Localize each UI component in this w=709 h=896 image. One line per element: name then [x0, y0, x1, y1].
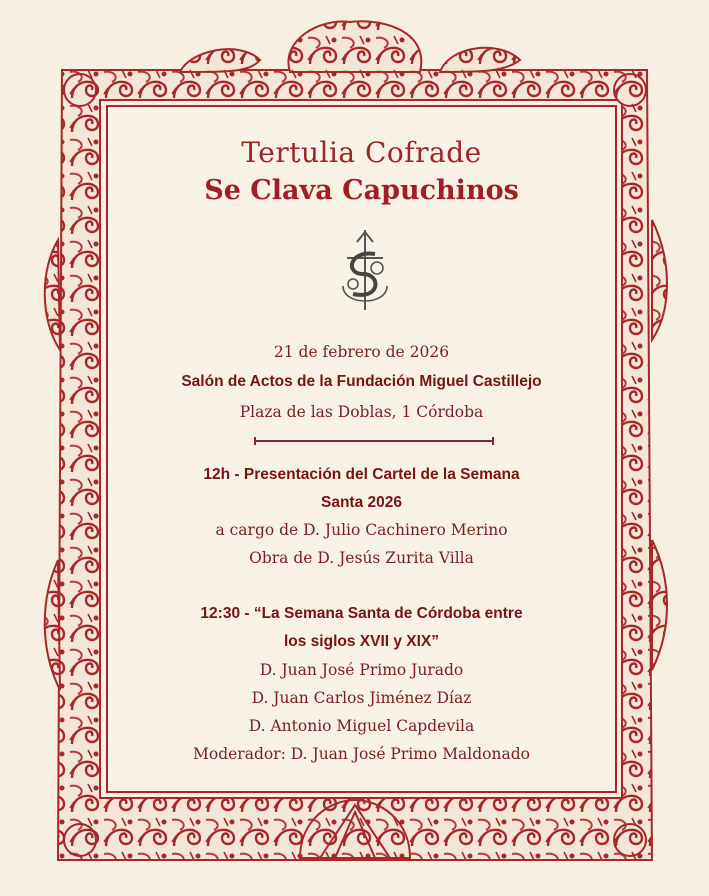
session1-title-line2: Santa 2026	[321, 494, 402, 511]
divider	[254, 440, 494, 442]
session2-speaker-3: D. Antonio Miguel Capdevila	[248, 717, 475, 735]
session1-presenter: a cargo de D. Julio Cachinero Merino	[215, 521, 508, 539]
session1-title-line1: 12h - Presentación del Cartel de la Semana	[203, 466, 520, 483]
session2-title-line1: 12:30 - “La Semana Santa de Córdoba entre	[200, 605, 523, 622]
session2-speaker-2: D. Juan Carlos Jiménez Díaz	[251, 689, 472, 707]
event-date: 21 de febrero de 2026	[273, 343, 450, 361]
session1-artwork: Obra de D. Jesús Zurita Villa	[249, 549, 474, 567]
title-line-1: Tertulia Cofrade	[241, 136, 482, 169]
event-address: Plaza de las Doblas, 1 Córdoba	[239, 403, 484, 421]
title-line-2: Se Clava Capuchinos	[204, 175, 519, 206]
session2-moderator: Moderador: D. Juan José Primo Maldonado	[193, 745, 530, 763]
event-venue: Salón de Actos de la Fundación Miguel Castillejo	[181, 373, 542, 390]
brotherhood-crest-icon	[335, 228, 395, 312]
session2-title-line2: los siglos XVII y XIX”	[283, 633, 440, 650]
session2-speaker-1: D. Juan José Primo Jurado	[259, 661, 464, 679]
top-crest	[180, 21, 520, 72]
